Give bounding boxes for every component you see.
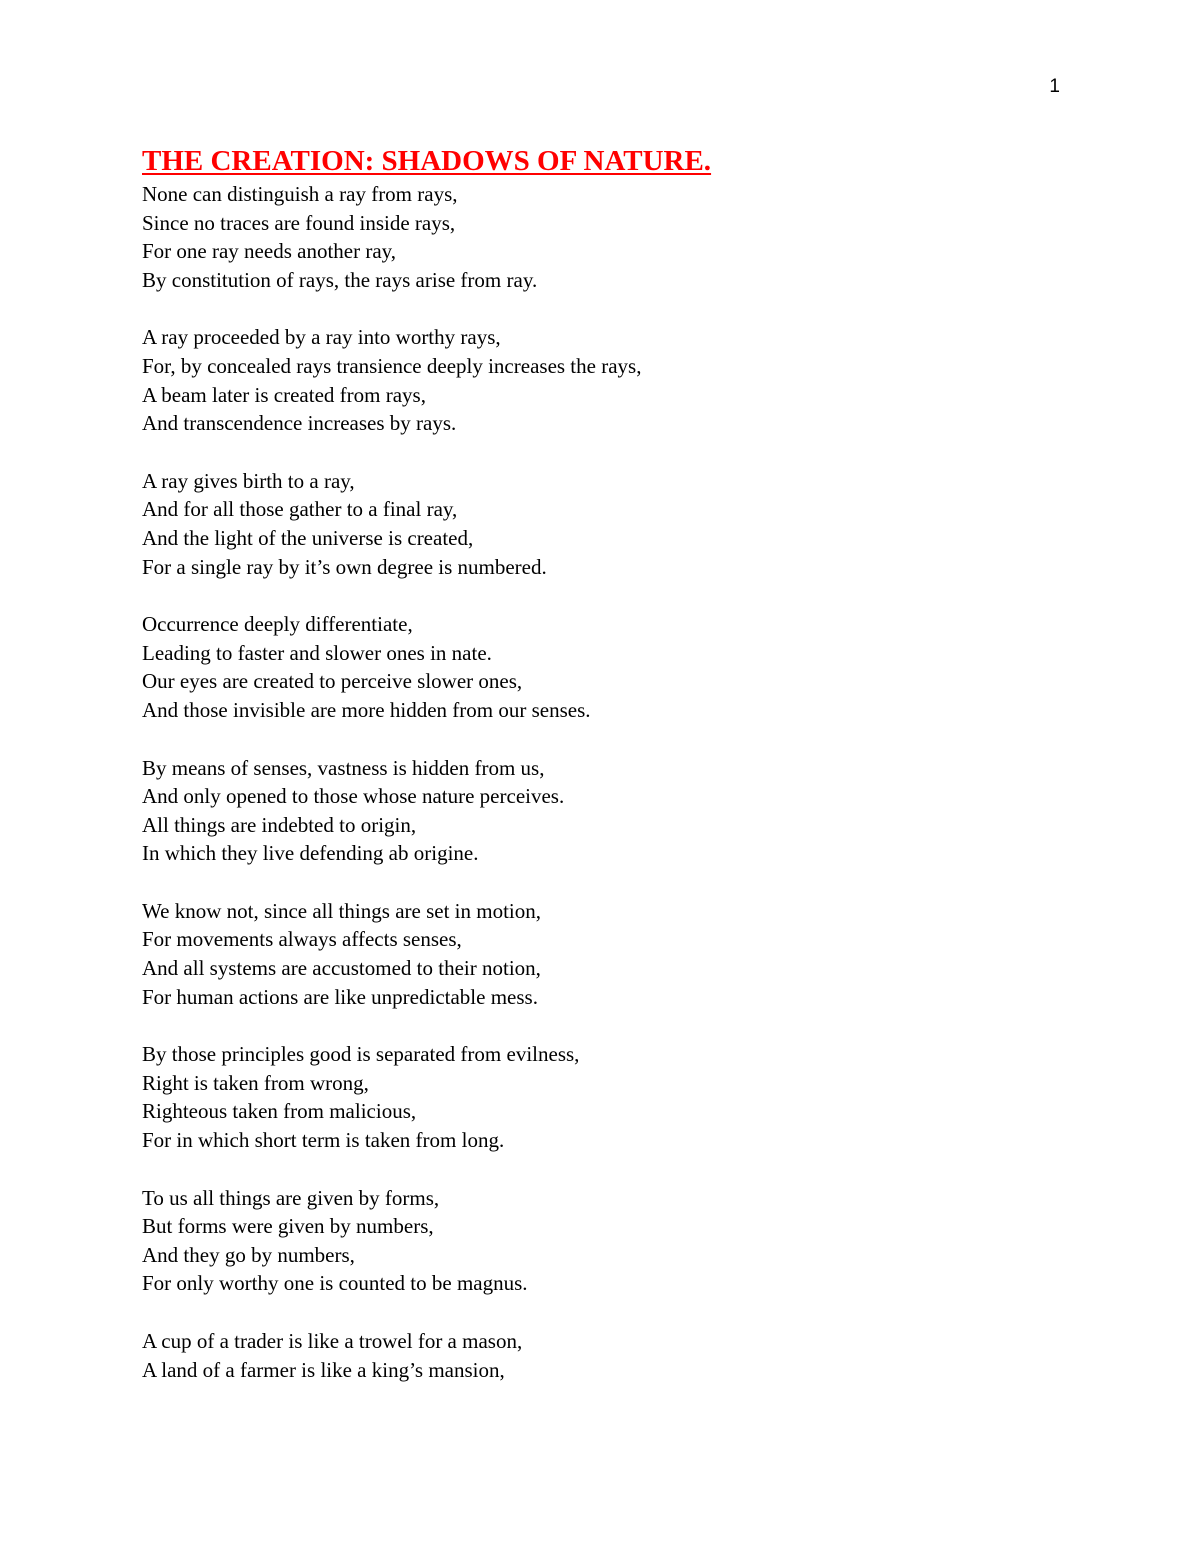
- poem-line: And those invisible are more hidden from our senses.: [142, 697, 591, 722]
- stanza-6: [142, 897, 1082, 1011]
- poem-line: None can distinguish a ray from rays,: [142, 182, 458, 206]
- stanza-1: [142, 180, 1082, 294]
- poem-line: And transcendence increases by rays.: [142, 411, 457, 436]
- poem-line: By those principles good is separated from evilness,: [142, 1042, 580, 1067]
- poem-line: A cup of a trader is like a trowel for a mason,: [142, 1329, 523, 1353]
- poem-line: In which they live defending ab origine.: [142, 841, 479, 866]
- stanza-8: [142, 1184, 1082, 1298]
- poem-line: And for all those gather to a final ray,: [142, 497, 458, 522]
- poem-line: A ray proceeded by a ray into worthy rays,: [142, 325, 501, 350]
- poem-line: We know not, since all things are set in motion,: [142, 898, 541, 923]
- poem-line: To us all things are given by forms,: [142, 1185, 440, 1210]
- stanza-4: [142, 610, 1082, 724]
- poem-line: By constitution of rays, the rays arise from ray.: [142, 267, 538, 292]
- document-body: [142, 142, 1082, 1413]
- poem-line: For in which short term is taken from long.: [142, 1128, 505, 1153]
- poem-line: A beam later is created from rays,: [142, 382, 426, 407]
- poem-line: For, by concealed rays transience deeply increases the rays,: [142, 353, 642, 378]
- poem: [142, 180, 1082, 1384]
- stanza-3: [142, 467, 1082, 581]
- poem-line: Our eyes are created to perceive slower ones,: [142, 669, 523, 694]
- poem-line: Righteous taken from malicious,: [142, 1099, 417, 1124]
- poem-line: By means of senses, vastness is hidden from us,: [142, 755, 545, 780]
- poem-line: And only opened to those whose nature perceives.: [142, 784, 565, 809]
- poem-line: For a single ray by it’s own degree is numbered.: [142, 554, 547, 579]
- stanza-9: [142, 1327, 1082, 1384]
- poem-title: THE CREATION: SHADOWS OF NATURE.: [142, 145, 712, 177]
- stanza-2: [142, 323, 1082, 437]
- poem-line: And the light of the universe is created,: [142, 525, 474, 550]
- poem-line: Leading to faster and slower ones in nate.: [142, 640, 492, 665]
- stanza-5: [142, 754, 1082, 868]
- poem-line: And all systems are accustomed to their notion,: [142, 956, 541, 981]
- poem-line: A land of a farmer is like a king’s mansion,: [142, 1357, 505, 1382]
- poem-line: For only worthy one is counted to be magnus.: [142, 1271, 528, 1296]
- poem-line: Since no traces are found inside rays,: [142, 210, 456, 235]
- page-number: 1: [1049, 76, 1060, 97]
- poem-line: For movements always affects senses,: [142, 927, 462, 952]
- poem-line: But forms were given by numbers,: [142, 1214, 434, 1239]
- poem-line: For one ray needs another ray,: [142, 239, 397, 264]
- poem-line: For human actions are like unpredictable mess.: [142, 984, 538, 1009]
- poem-line: Occurrence deeply differentiate,: [142, 612, 413, 637]
- stanza-7: [142, 1040, 1082, 1154]
- poem-line: All things are indebted to origin,: [142, 812, 417, 837]
- poem-line: Right is taken from wrong,: [142, 1070, 369, 1095]
- poem-line: A ray gives birth to a ray,: [142, 468, 355, 493]
- poem-line: And they go by numbers,: [142, 1242, 355, 1267]
